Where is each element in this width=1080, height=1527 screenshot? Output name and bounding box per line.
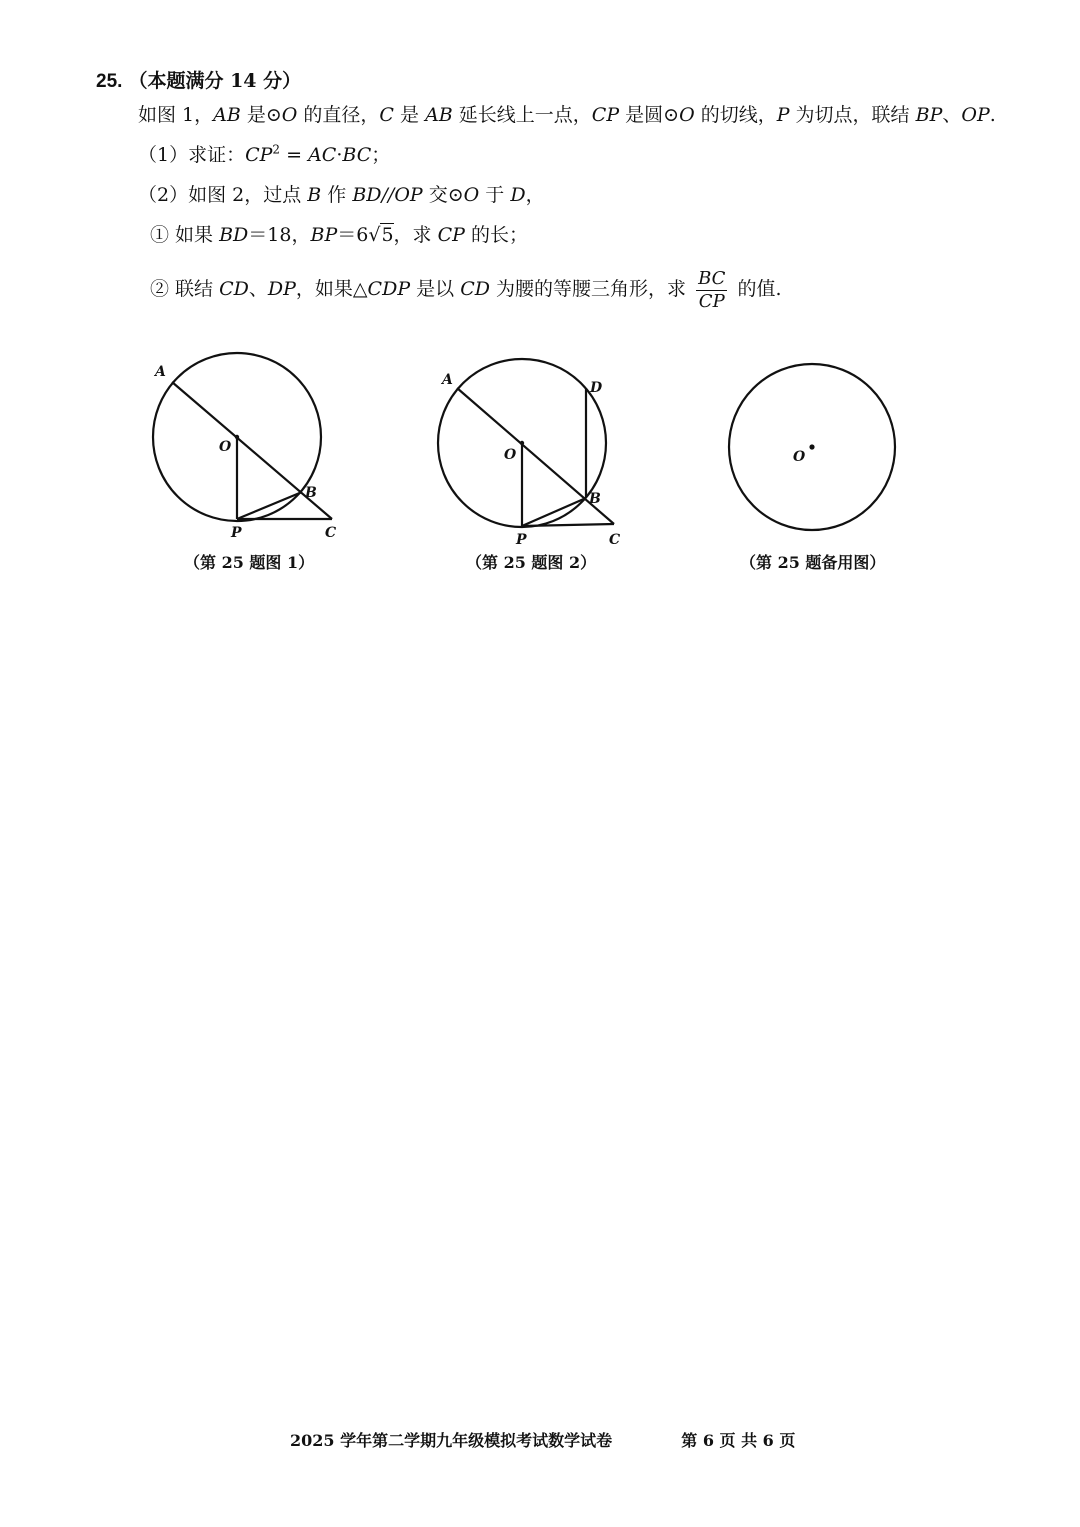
part-2-text: 于 <box>479 184 511 206</box>
sub-2-text: 为腰的等腰三角形，求 <box>489 278 693 300</box>
intro-text: 如图 1， <box>138 104 214 126</box>
fig2-label-c: C <box>609 532 621 545</box>
fig1-label-o: O <box>219 439 232 455</box>
sub-1-text: 的长； <box>464 224 528 246</box>
figure-3-spare <box>720 345 910 545</box>
sub-1-text: ，求 <box>393 224 438 246</box>
sub-2-text: ，如果△ <box>295 278 368 300</box>
fig2-center-dot <box>520 441 524 445</box>
fig2-label-a: A <box>442 372 453 388</box>
question-number: 25. <box>96 71 123 92</box>
radicand: 5 <box>381 224 394 246</box>
var-cd: CD <box>219 278 249 300</box>
fig3-center-dot <box>809 444 814 449</box>
var-cp: CP <box>245 144 273 166</box>
intro-text: 延长线上一点， <box>452 104 592 126</box>
punctuation: ， <box>525 184 545 206</box>
fraction-bc-over-cp <box>696 268 727 313</box>
var-b: B <box>307 184 322 206</box>
sub-1-text: ＝6 <box>337 224 369 246</box>
var-cp: CP <box>591 104 620 126</box>
fig1-center-dot <box>235 435 239 439</box>
intro-text: 、 <box>942 104 962 126</box>
fig1-label-a: A <box>155 364 166 380</box>
footer-title: 2025 学年第二学期九年级模拟考试数学试卷 <box>290 1431 613 1450</box>
part-2-text: 交⊙ <box>422 184 464 206</box>
footer-page-number: 第 6 页 共 6 页 <box>681 1431 796 1450</box>
var-cdp: CDP <box>367 278 411 300</box>
fig2-caption: （第 25 题图 2） <box>466 553 597 572</box>
intro-text: . <box>989 104 996 126</box>
var-bp: BP <box>310 224 338 246</box>
fig1-label-p: P <box>231 525 242 541</box>
sub-2-text: 是以 <box>410 278 461 300</box>
fraction-denominator: CP <box>698 290 725 312</box>
var-cd: CD <box>460 278 490 300</box>
equals-sign: = <box>280 144 309 166</box>
var-bd: BD <box>219 224 249 246</box>
fig3-label-o: O <box>793 449 806 465</box>
radical-sign: √ <box>368 224 381 246</box>
var-ab: AB <box>425 104 453 126</box>
sub-2-label: ② 联结 <box>150 278 220 300</box>
var-c: C <box>379 104 394 126</box>
part-1-label: （1）求证： <box>138 144 246 166</box>
sub-2-text: 的值. <box>731 278 782 300</box>
var-cp: CP <box>437 224 465 246</box>
var-p: P <box>776 104 790 126</box>
question-intro <box>138 102 996 128</box>
fig1-label-b: B <box>305 485 317 501</box>
figure-1 <box>140 345 350 545</box>
var-d: D <box>510 184 526 206</box>
intro-text: 是 <box>393 104 426 126</box>
fraction-numerator: BC <box>698 267 726 289</box>
var-o: O <box>463 184 480 206</box>
fig2-label-o: O <box>504 447 517 463</box>
punctuation: ； <box>371 144 391 166</box>
var-bp: BP <box>915 104 943 126</box>
part-2-text: 作 <box>321 184 353 206</box>
figure-2 <box>430 345 640 545</box>
exponent: 2 <box>272 142 281 157</box>
intro-text: 是⊙ <box>240 104 282 126</box>
dot-operator: · <box>336 144 343 166</box>
fig2-tangent-pc <box>522 524 614 526</box>
fig1-caption: （第 25 题图 1） <box>184 553 315 572</box>
intro-text: 的直径， <box>297 104 380 126</box>
part-2-label: （2）如图 2，过点 <box>138 184 308 206</box>
var-op: OP <box>961 104 990 126</box>
question-header <box>96 68 301 95</box>
var-bd-parallel-op: BD//OP <box>352 184 423 206</box>
footer <box>290 1428 795 1451</box>
var-o: O <box>679 104 695 126</box>
sub-question-1 <box>150 222 528 248</box>
sub-2-text: 、 <box>248 278 268 300</box>
fig2-label-p: P <box>516 532 527 545</box>
intro-text: 为切点，联结 <box>789 104 916 126</box>
sub-1-label: ① 如果 <box>150 224 220 246</box>
var-dp: DP <box>267 278 296 300</box>
intro-text: 的切线， <box>694 104 777 126</box>
part-2 <box>138 182 545 208</box>
sub-question-2 <box>150 266 782 313</box>
fig2-label-b: B <box>589 491 601 507</box>
var-ac: AC <box>308 144 337 166</box>
fig2-label-d: D <box>590 380 603 396</box>
var-o: O <box>281 104 298 126</box>
var-bc: BC <box>342 144 372 166</box>
fig1-label-c: C <box>325 525 337 541</box>
intro-text: 是圆⊙ <box>619 104 680 126</box>
var-ab: AB <box>213 104 241 126</box>
part-1 <box>138 142 390 168</box>
sub-1-text: ＝18， <box>248 224 311 246</box>
fig3-caption: （第 25 题备用图） <box>740 553 886 572</box>
question-score: （本题满分 14 分） <box>128 70 302 92</box>
